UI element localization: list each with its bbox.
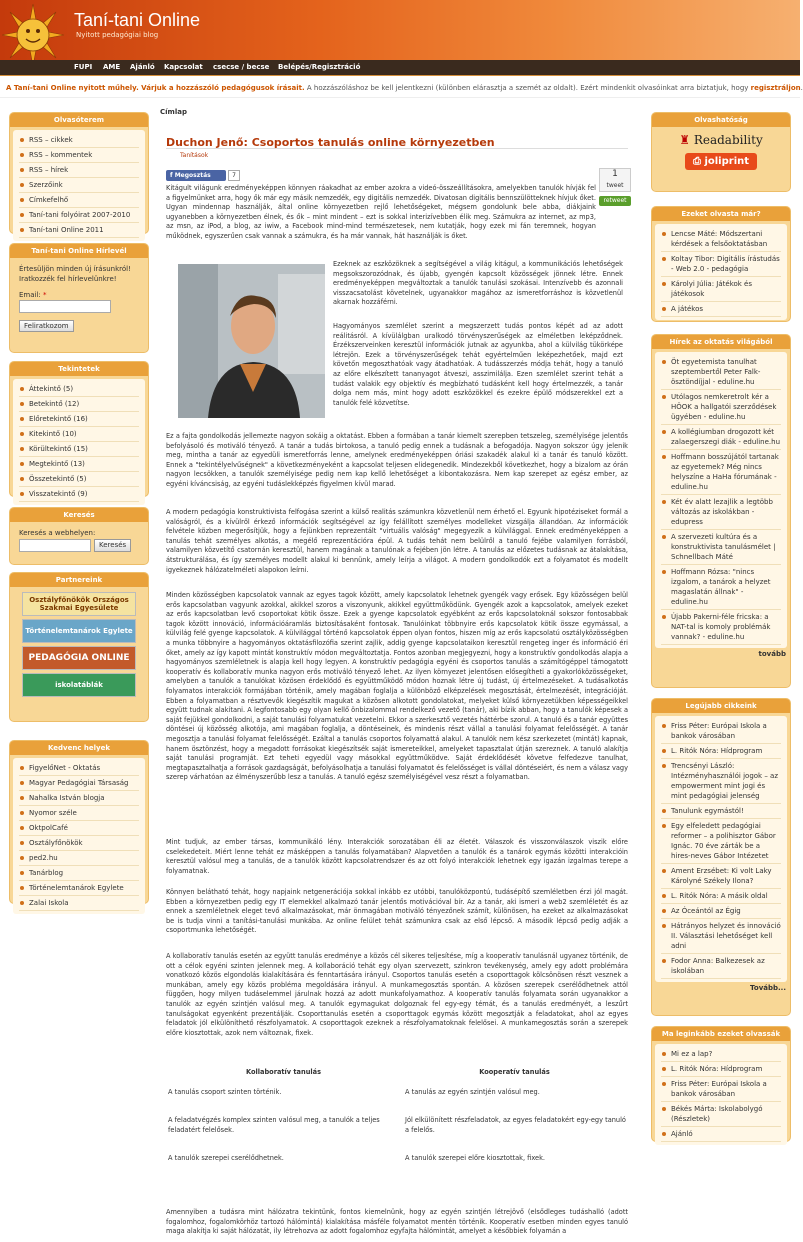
box-ezeket (651, 206, 791, 322)
search-button[interactable]: Keresés (94, 539, 131, 552)
link-mpt[interactable]: Magyar Pedagógiai Társaság (19, 776, 139, 791)
link-oktpolcafe[interactable]: OktpolCafé (19, 821, 139, 836)
box-title: Keresés (10, 508, 148, 522)
partner-iskolatablak-banner[interactable]: iskolatáblák (22, 673, 136, 697)
author-photo (178, 264, 325, 418)
post-title[interactable]: Duchon Jenő: Csoportos tanulás online környezetben (166, 136, 495, 149)
site-notice (0, 80, 803, 98)
nav-ame[interactable]: AME (103, 63, 121, 71)
post-category[interactable]: Tanítások (180, 152, 209, 159)
email-field[interactable] (19, 300, 111, 313)
popular-article[interactable]: Friss Péter: Európai Iskola a bankok városában (661, 1077, 781, 1102)
nav-fupi[interactable]: FUPI (74, 63, 93, 71)
newsletter-text: Értesüljön minden új írásunkról! Iratkozzék fel hírlevelünkre! (19, 265, 131, 283)
share-count: 7 (228, 170, 240, 181)
readability-label: Readability (693, 133, 763, 147)
site-header (0, 0, 800, 60)
search-label: Keresés a webhelyen: (19, 529, 96, 537)
paragraph: Amennyiben a tudásra mint hálózatra tekintünk, fontos kiemelnünk, hogy az egyén szintjén létrejövő (elsődleges tudáshalló (adott fogalomhoz, fogalomkörhöz tartozó hálómintá) kialakítása másféle folyamatot mentén történik. Kooperatív esetben minden egyes tanuló maga alakítja ki saját hálózatát, ily létrehozva az adott fogalomhoz egyfajta hálómintát, amelyet a későbbiek folyamán a (166, 1208, 628, 1236)
box-title: Taní-tani Online Hírlevél (10, 244, 148, 258)
link-kitekinto[interactable]: Kitekintő (10) (19, 427, 139, 442)
email-label: Email: (19, 291, 41, 299)
link-cimkefelho[interactable]: Címkefelhő (19, 193, 139, 208)
table-header: Kollaboratív tanulás (245, 1068, 322, 1076)
box-tekintetek (9, 361, 149, 497)
portrait-image (178, 264, 325, 418)
paragraph: Minden közösségben kapcsolatok vannak az egyes tagok között, amely kapcsolatok lehetnek gyengék vagy erősek. Egy közösségen belül erős kapcsolatban vagyunk azokkal, akikkel szoros a viszonyunk, akikkel együttműködünk. Gyengék azok a kapcsolatok, amelyek ezeket az erős kapcsolatban levő csoportokat kötik össze. Ezek a gyenge kapcsolatok egyébként az erős kapcsolatoknál sokszor fontosabbak tagok között innováció, információáramlás biztosításaként fontosak. Tanulóinkat többnyire erős kapcsolatok kötik össze egymással, a külvilág felé gyenge kapcsolatok. A külvilággal történő kapcsolatok éppen olyan fontos, hiszen míg az erős kapcsolatú osztályközösségben a munka többnyire a hagyományos oktatásfilozófia szerint zajlik, addig gyenge kapcsolataikon keresztül rengeteg inger és információ éri őket, amely az így kapott mintát konstruktív módon megváltoztatja. Fontos azonban megjegyezni, hogy a konstruktív gondolkodás alapja a hagyományos szemléletnek is alapja kell hogy legyen. A konstruktív pedagógia egyéni és csoportos tanulás a számítógéppel támogatott kooperatív és kollaboratív munka nagyon erős motiváló tényező lehet. Az ilyen környezet jelentősen elősegítheti a gyakorlóközösségeket, amelyben a tanulók a tanulókat közösen érdeklődő és együttműködő módon hoznak létre új tudást, új értelmezéseket. A tudásalkotás folyamatos interakciók formájában történik, amely magában foglalja a különböző elképzelések megosztását, értelmezését, integrációját. Ebben a folyamatban a résztvevők kiegészítik magukat a közösen alkotott gondolatokat, melyeket külső környezetükben képességeikkel együtt tudnak alakítani. A legfontosabb egy olyan kellő önbizalommal rendelkező vezető (tanár), aki bízik abban, hogy a tanulók képesek a saját fejükkel gondolkodni, a saját tanulási folyamatukat vezetelni. Ekkor a szerkesztő vezetés háttérbe szorul. A tanuló és a tanár együttes döntései új közösség alkotója, ami magában foglalja, a döntéseinek, és mindenis részt vállal a tanulási folyamat felelősségét. A tanár megosztja a tanulási folyamat felelősségét. Ezáltal a tanulás csoportos folyamattá alakul. A tanulók nem kész szerkezetet (mintát) kapnak, hanem ösztönzést, hogy a megadott forrásokat kiegészítsék saját ismereteikkel, amelyeket tapasztalat útján szereznek. A tanuló alakítja saját tanulási programját. Ezt teheti egyedül vagy másokkal együttműködve. Saját érdeklődését követve felfedezve tanulhat, megtapasztalhatja a források gazdagságát, befolyásolhatja a tanulási folyamatot és felelősséget is vállal döntéseiért, és nem a válasz vagy szerep várhatóan az élményszerűbb lesz a tanulás. A tanuló egész személyiségével vesz részt a folyamatban. (166, 591, 628, 782)
box-title: Tekintetek (10, 362, 148, 376)
link-rss-kommentek[interactable]: RSS – kommentek (19, 148, 139, 163)
related-article[interactable]: Koltay Tibor: Digitális írástudás - Web 2.0 - pedagógia (661, 252, 781, 277)
link-attekinto[interactable]: Áttekintő (5) (19, 382, 139, 397)
search-input[interactable] (19, 539, 91, 552)
nav-ajanlo[interactable]: Ajánló (130, 63, 155, 71)
latest-article[interactable]: Tanulunk egymástól! (661, 804, 781, 819)
box-title: Legújabb cikkeink (652, 699, 790, 713)
box-title: Olvasóterem (10, 113, 148, 127)
site-subtitle: Nyitott pedagógiai blog (76, 31, 159, 39)
latest-article[interactable]: Az Óceántól az Égig (661, 904, 781, 919)
notice-lead: A Taní-tani Online nyitott műhely. Várjuk a hozzászóló pedagógusok írásait. (6, 84, 305, 92)
armchair-icon: ♜ (679, 133, 694, 147)
notice-end: . (800, 84, 803, 92)
latest-article[interactable]: Fodor Anna: Balkezesek az iskolában (661, 954, 781, 979)
comparison-table (168, 1068, 630, 1182)
link-osztalyfonokok[interactable]: Osztályfőnökök (19, 836, 139, 851)
link-tanarblog[interactable]: Tanárblog (19, 866, 139, 881)
news-more-link[interactable]: tovább (758, 650, 786, 658)
link-rss-hirek[interactable]: RSS – hírek (19, 163, 139, 178)
paragraph: Ez a fajta gondolkodás jellemezte nagyon sokáig a oktatást. Ebben a formában a tanár kiemelt szerepben tetszeleg, személyisége jelentős befolyásoló és motiváló tényező. A tanár a tudás birtokosa, a tanuló pedig ennek a tudásnak a befogadója. Nagyon sokszor úgy jelenik meg, mintha a tanár az egyedüli ismeretforrás lenne, amelynek eredményeképpen óriási szakadék alakul ki a tanár és tanuló között. Ennek a "tekintélyelvűségnek" a következményeként a kapcsolat teljesen elidegenedik. Mindezekből következhet, hogy a bizalom az órán nagyon lecsökken, a tanulók személyisége pedig nem kap kellő lehetőséget a kibontakozásra. Nem kap szerepet az egész ember, az egyéni kíváncsiság, az egyéni tudáslekképzés figyelmen kívül marad. (166, 432, 628, 488)
box-title: Ezeket olvasta már? (652, 207, 790, 221)
link-korultekinto[interactable]: Körültekintő (15) (19, 442, 139, 457)
news-item[interactable]: Öt egyetemista tanulhat szeptembertől Peter Falk-ösztöndíjjal - eduline.hu (661, 355, 781, 390)
breadcrumb[interactable]: Címlap (160, 108, 187, 116)
box-partnerek (9, 572, 149, 722)
latest-article[interactable]: Trencsényi László: Intézményhasználói jogok – az empowerment mint jogi és mint pedagógiai jelenség (661, 759, 781, 804)
table-cell: A tanulás csoport szinten történik. (168, 1088, 282, 1096)
tweet-count: 1 (612, 169, 618, 179)
paragraph: A modern pedagógia konstruktivista felfogása szerint a külső realitás számunkra közvetlenül nem érhető el. Egyunk hipotéziseket formál a valóságról, és a kívülről érkező információk segítségével az így felállított személyes modelleket vizsgálja állandóan. Az információk felvétele közben megerősítjük, hogy a fejünkben reprezentált "virtuális valóság" megegyezik a külvilággal. Ennek eredményeképpen a tanulás tehát személyes alkotás, a megélő reprezentációra épül. A tudás tehát nem belülről a tanuló fejébe valamilyen forrásból, valamilyen közvetítő csatornán keresztül, hanem magának a tanulónak a fejében jön létre. A tanulás az előzetes tudásnak az átalakítása, átstrukturálása, és így személyes modellt alakul ki bennünk, amely leírja a világot. A modern gondolkodók ezt a folyamatot és modellt igyekeznek hálózatelméleti alapokon leírni. (166, 508, 628, 574)
facebook-icon: f (170, 172, 175, 179)
table-cell: A tanulók szerepei cserélődhetnek. (168, 1154, 284, 1162)
main-nav (0, 60, 800, 76)
table-cell: Jól elkülönített részfeladatok, az egyes feladatokért egy-egy tanuló a felelős. (405, 1116, 626, 1134)
facebook-share-button[interactable] (166, 170, 226, 181)
divider (166, 148, 628, 149)
retweet-button[interactable]: retweet (599, 196, 631, 206)
joliprint-label: joliprint (704, 156, 750, 167)
news-item[interactable]: Utólagos nemkeretrolt kér a HÖOK a hallgatói szerződések ügyében - eduline.hu (661, 390, 781, 425)
popular-article[interactable]: Ajánló (661, 1127, 781, 1142)
tweet-label: tweet (606, 182, 624, 189)
popular-article[interactable]: Békés Márta: Iskolabolygó (Részletek) (661, 1102, 781, 1127)
box-title: Olvashatóság (652, 113, 790, 127)
table-header: Kooperatív tanulás (479, 1068, 550, 1076)
paragraph: Kitágult világunk eredményeképpen könnyen ráakadhat az ember azokra a videó-összeállításokra, amelyekben tanulók hívják fel a figyelmünket arra, hogy ők már egy másik nemzedék, egy digitális nemzedék. Divatosan digitális bennszülötteknek hívjuk őket. Ugyan mindennap használják, által online környezetben rejlő lehetőségeket, mégsem gondolunk bele abba, diákjaink ugyanebben a környezetben élnek, és ők – mint mindent – ezt is sokkal interizívebben élik meg. Számukra az internet, az mp3, az msn, az iPod, a blog, az iwiw, a Facebook mind-mind természetesek, nem kutatják, hogy ezek mi fán teremnek, hogyan működnek, egyszerűen csak vannak a számukra, és ha már vannak, hát használják is őket. (166, 184, 596, 240)
partner-pedagogia-online-banner[interactable]: PEDAGÓGIA ONLINE (22, 646, 136, 670)
related-article[interactable]: A játékos (661, 302, 781, 317)
news-item[interactable]: A kollégiumban drogozott két zalaegerszegi diák - eduline.hu (661, 425, 781, 450)
paragraph: Ezeknek az eszközöknek a segítségével a világ kitágul, a kommunikációs lehetőségek megsokszorozódnak, és újabb, gyengén kapcsolt közösségek jönnek létre. Ennek eredményeképpen megváltoztak a tanulók tanulási szokásai. Intenzívebb és azonnali visszacsatolást követelnek, ugyanakkor magához az ismeretforráshoz is közvetlenül akarnak hozzáférni. (333, 260, 623, 307)
link-folyoirat[interactable]: Taní-tani folyóirat 2007-2010 (19, 208, 139, 223)
link-figyelonet[interactable]: FigyelőNet - Oktatás (19, 761, 139, 776)
table-row (168, 1154, 630, 1182)
partner-ofoe-banner[interactable]: Osztályfőnökök Országos Szakmai Egyesülete (22, 592, 136, 616)
box-title: Hírek az oktatás világából (652, 335, 790, 349)
news-item[interactable]: Hoffmann bosszújától tartanak az egyetemek? Még nincs helyszíne a HaHa fórumának - eduline.hu (661, 450, 781, 495)
latest-article[interactable]: Ament Erzsébet: Ki volt Laky Károlyné Székely Ilona? (661, 864, 781, 889)
news-item[interactable]: Hoffmann Rózsa: "nincs izgalom, a tanárok a helyzet magaslatán állnak" - eduline.hu (661, 565, 781, 610)
nav-kapcsolat[interactable]: Kapcsolat (164, 63, 203, 71)
latest-article[interactable]: Hátrányos helyzet és innováció II. Választási lehetőséget kell adni (661, 919, 781, 954)
link-ped2[interactable]: ped2.hu (19, 851, 139, 866)
link-osszetekinto[interactable]: Összetekintő (5) (19, 472, 139, 487)
paragraph: Hagyományos szemlélet szerint a megszerzett tudás pontos képét ad az adott reálitásról. A kívülálgban uralkodó törvényszerűségek az elméletben leképződnek. Érzékszerveinken keresztül információk jutnak az agyunkba, ahol a külvilág tükörképe létrejön. Ezek a törvényszerűségek tehát egyértelműen leképezhetőek, majd ezt követőn megoszthatóak vagy átadhatóak. A tudásszerzés módja tehát, hogy a tanuló az előre elkészített tananyagot átveszi, asszimilálja. Ezen szemlélet szerint tehát a tudást valakik egy objektív és megbízható tudásként kell hogy értelmezzék, a tanár dolga nem más, mint hogy adott eszközökkel és ezekre épülő módszerekkel ezt a tanulók felé közvetítse. (333, 322, 623, 407)
latest-article[interactable]: L. Ritók Nóra: Hídprogram (661, 744, 781, 759)
popular-article[interactable]: Mi ez a lap? (661, 1047, 781, 1062)
table-row (168, 1116, 630, 1154)
news-item[interactable]: A szervezeti kultúra és a konstruktivista tanulásmélet | Schnellbach Máté (661, 530, 781, 565)
latest-article[interactable]: Egy elfeledett pedagógiai reformer – a polihisztor Gábor Ignác. 70 éve zárták be a hires-neves Gábor Intézetet (661, 819, 781, 864)
box-olvasoterem (9, 112, 149, 234)
link-online-2011[interactable]: Taní-tani Online 2011 (19, 223, 139, 238)
facebook-share-label: Megosztás (174, 172, 211, 179)
table-cell: A feladatvégzés komplex szinten valósul meg, a tanulók a teljes feladatért felelősek. (168, 1116, 380, 1134)
partner-tortenelemtanarok-banner[interactable]: Történelemtanárok Egylete (22, 619, 136, 643)
paragraph: A kollaboratív tanulás esetén az együtt tanulás eredménye a közös cél sikeres teljesítése, míg a kooperatív tanulásnál ugyanez történik, de ott a célok egyéni szinten jelennek meg. A kollaboráció tehát egy olyan szervezett, szinkron tevékenység, amely egy adott problémára vonatkozó közös elgondolás kialakítására és fenntartására irányul. Csoportos tanulás esetén a csoporttagok kölcsönösen részt vesznek a munkában, amely egy közös probléma megoldására irányul. A munkamegosztás spontán. A közösen szerepek cserélődhetnek attól függően, hogy milyen tudáselemmel járulnak hozzá az adott munkafolyamathoz. A kooperatív tanulás folyamata során ugyanakkor a tanulók az egyén szintjén valósul meg. A tanulók egymagukat dolgoznak fel egy-egy témát, és a tanulás eredményét, a leszűrt tanulságokat egyenként prezentálják. Csoporttanulás esetén a csoporttagok egymás között megosztják a feladatokat, ahol az egyes feladatok jól elkülöníthető részfolyamatok. A csoporttagok ezeknek a részfolyamatoknak felelősei. A munkamegosztás során a szerepek előre kiosztottak, azok nem változnak, fixek. (166, 952, 628, 1037)
popular-article[interactable]: L. Ritók Nóra: Hídprogram (661, 1062, 781, 1077)
link-nyomor-szele[interactable]: Nyomor széle (19, 806, 139, 821)
link-betekinto[interactable]: Betekintő (12) (19, 397, 139, 412)
link-eloretekinto[interactable]: Előretekintő (16) (19, 412, 139, 427)
link-visszatekinto[interactable]: Visszatekintő (9) (19, 487, 139, 502)
link-rss-cikkek[interactable]: RSS – cikkek (19, 133, 139, 148)
box-title: Partnereink (10, 573, 148, 587)
related-article[interactable]: Lencse Máté: Módszertani kérdések a felsőoktatásban (661, 227, 781, 252)
nav-csecse-becse[interactable]: csecse / becse (213, 63, 270, 71)
box-legujabb (651, 698, 791, 1016)
box-title: Kedvenc helyek (10, 741, 148, 755)
joliprint-button[interactable] (685, 153, 757, 170)
news-item[interactable]: Két év alatt lezajlik a legtöbb változás az iskolákban - edupress (661, 495, 781, 530)
box-title: Ma leginkább ezeket olvassák (652, 1027, 790, 1041)
register-link[interactable]: regisztráljon (750, 84, 801, 92)
notice-text: A hozzászóláshoz be kell jelentkezni (különben elárasztja a szemét az oldalt). Ezért mindenkit olvasóinkat arra biztatjuk, hogy (304, 84, 751, 92)
box-kedvenc (9, 740, 149, 907)
link-szerzoink[interactable]: Szerzőink (19, 178, 139, 193)
box-hirlevel (9, 243, 149, 353)
link-tortenelemtanarok[interactable]: Történelemtanárok Egylete (19, 881, 139, 896)
link-megtekinto[interactable]: Megtekintő (13) (19, 457, 139, 472)
box-kereses (9, 507, 149, 565)
required-star: * (43, 291, 47, 299)
latest-article[interactable]: L. Ritók Nóra: A másik oldal (661, 889, 781, 904)
main-content (160, 108, 632, 1242)
news-item[interactable]: Újabb Pakerni-féle fricska: a NAT-tal is komoly problémák vannak? - eduline.hu (661, 610, 781, 645)
related-article[interactable]: Károlyi Júlia: Játékok és játékosok (661, 277, 781, 302)
table-cell: A tanulás az egyén szintjén valósul meg. (405, 1088, 540, 1096)
paragraph: Könnyen belátható tehát, hogy napjaink netgenerációja sokkal inkább ez utóbbi, tanulóközpontú, tudásépítő szemléletben érzi jól magát. Ebben a környezetben pedig egy IT elemekkel alkalmazó tanár jelentős motivációval bír. Az a tanár, aki ismeri a web2 szemléletét és az ennek a szemléletnek eleget tevő alkalmazásokat, már önmagában motiváló tényezőnek számít, különösen, ha ezeket az alkalmazásokat be is tudja vinni a tanítási-tanulási munkába. Az online felület tehát számunkra csak az első lépcső. A második lépcső pedig adják a csoportmunka lehetőségét. (166, 888, 628, 935)
box-legtobb (651, 1026, 791, 1142)
tweet-counter[interactable] (599, 168, 631, 192)
site-title[interactable]: Taní-tani Online (74, 10, 201, 30)
link-zalai-iskola[interactable]: Zalai Iskola (19, 896, 139, 911)
link-nahalka[interactable]: Nahalka István blogja (19, 791, 139, 806)
table-row (168, 1088, 630, 1116)
box-hirek (651, 334, 791, 688)
box-olvashatosag (651, 112, 791, 192)
printer-icon: ⎙ (692, 156, 705, 167)
latest-more-link[interactable]: Tovább... (750, 984, 786, 992)
readability-button[interactable] (652, 133, 790, 147)
paragraph: Mint tudjuk, az ember társas, kommunikáló lény. Interakciók sorozatában éli az életét. Válaszok és visszonválaszok viszik előre cselekedeteit. Miért lenne tehát ez másképpen a tanulás folyamatában? Alapvetően a tanulók és a tanárok egymás közötti interakcióin keresztül valósul meg a tanulás, de a tanulók között kapcsolatrendszer és az ott folyó interakciók lehetnek egy igazán izgalmas terepe a folyamatnak. (166, 838, 628, 875)
table-cell: A tanulók szerepei előre kiosztottak, fixek. (405, 1154, 546, 1162)
subscribe-button[interactable]: Feliratkozom (19, 320, 74, 332)
latest-article[interactable]: Friss Péter: Európai Iskola a bankok városában (661, 719, 781, 744)
nav-login[interactable]: Belépés/Regisztráció (278, 63, 361, 71)
